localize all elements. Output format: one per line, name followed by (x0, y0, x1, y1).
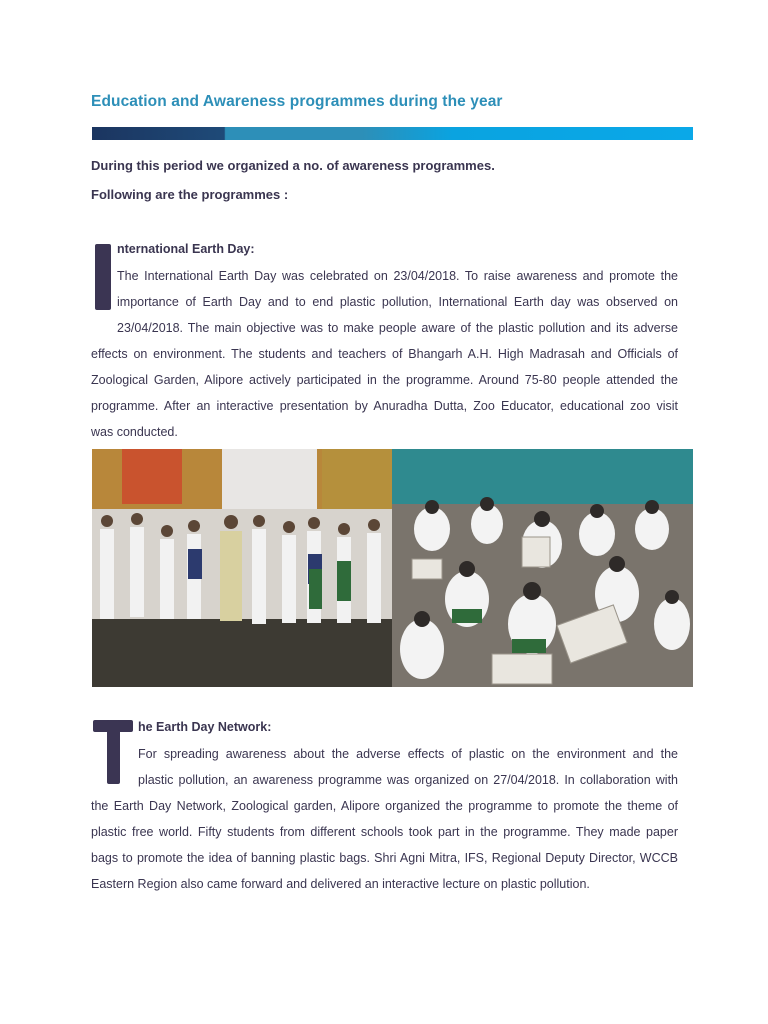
section-body-earth-day-network (91, 741, 678, 897)
text-line: bags to promote the idea of banning plastic bags. Shri Agni Mitra, IFS, Regional Deputy Director, WCCB (91, 851, 678, 865)
text-line: Zoological Garden, Alipore actively participated in the programme. Around 75-80 people attended the (91, 373, 678, 387)
photo-group-presentation-image (92, 449, 392, 687)
text-line: For spreading awareness about the adverse effects of plastic on the environment and the (138, 747, 678, 761)
text-line: 23/04/2018. The main objective was to make people aware of the plastic pollution and its adverse (117, 321, 678, 335)
event-photos (92, 449, 693, 687)
section-heading-earth-day: nternational Earth Day: (117, 242, 255, 256)
section-heading-earth-day-network: he Earth Day Network: (138, 720, 272, 734)
text-line: plastic pollution, an awareness programme was organized on 27/04/2018. In collaboration with (138, 773, 678, 787)
intro-line-2: Following are the programmes : (91, 187, 289, 202)
text-line: was conducted. (91, 425, 178, 439)
text-line: importance of Earth Day and to end plastic pollution, International Earth day was observed on (117, 295, 678, 309)
text-line: plastic free world. Fifty students from different schools took part in the programme. They made paper (91, 825, 678, 839)
photo-students-paper-bags (392, 449, 693, 687)
title-divider-bar (92, 127, 693, 140)
intro-line-1: During this period we organized a no. of awareness programmes. (91, 158, 495, 173)
page-title: Education and Awareness programmes during the year (91, 93, 503, 110)
text-line: the Earth Day Network, Zoological garden, Alipore organized the programme to promote the theme of (91, 799, 678, 813)
text-line: Eastern Region also came forward and delivered an interactive lecture on plastic pollution. (91, 877, 590, 891)
text-line: effects on environment. The students and teachers of Bhangarh A.H. High Madrasah and Officials of (91, 347, 678, 361)
photo-group-presentation (92, 449, 392, 687)
text-line: programme. After an interactive presentation by Anuradha Dutta, Zoo Educator, educational zoo visit (91, 399, 678, 413)
text-line: The International Earth Day was celebrated on 23/04/2018. To raise awareness and promote the (117, 269, 678, 283)
section-body-earth-day (91, 263, 678, 445)
photo-students-paper-bags-image (392, 449, 693, 687)
